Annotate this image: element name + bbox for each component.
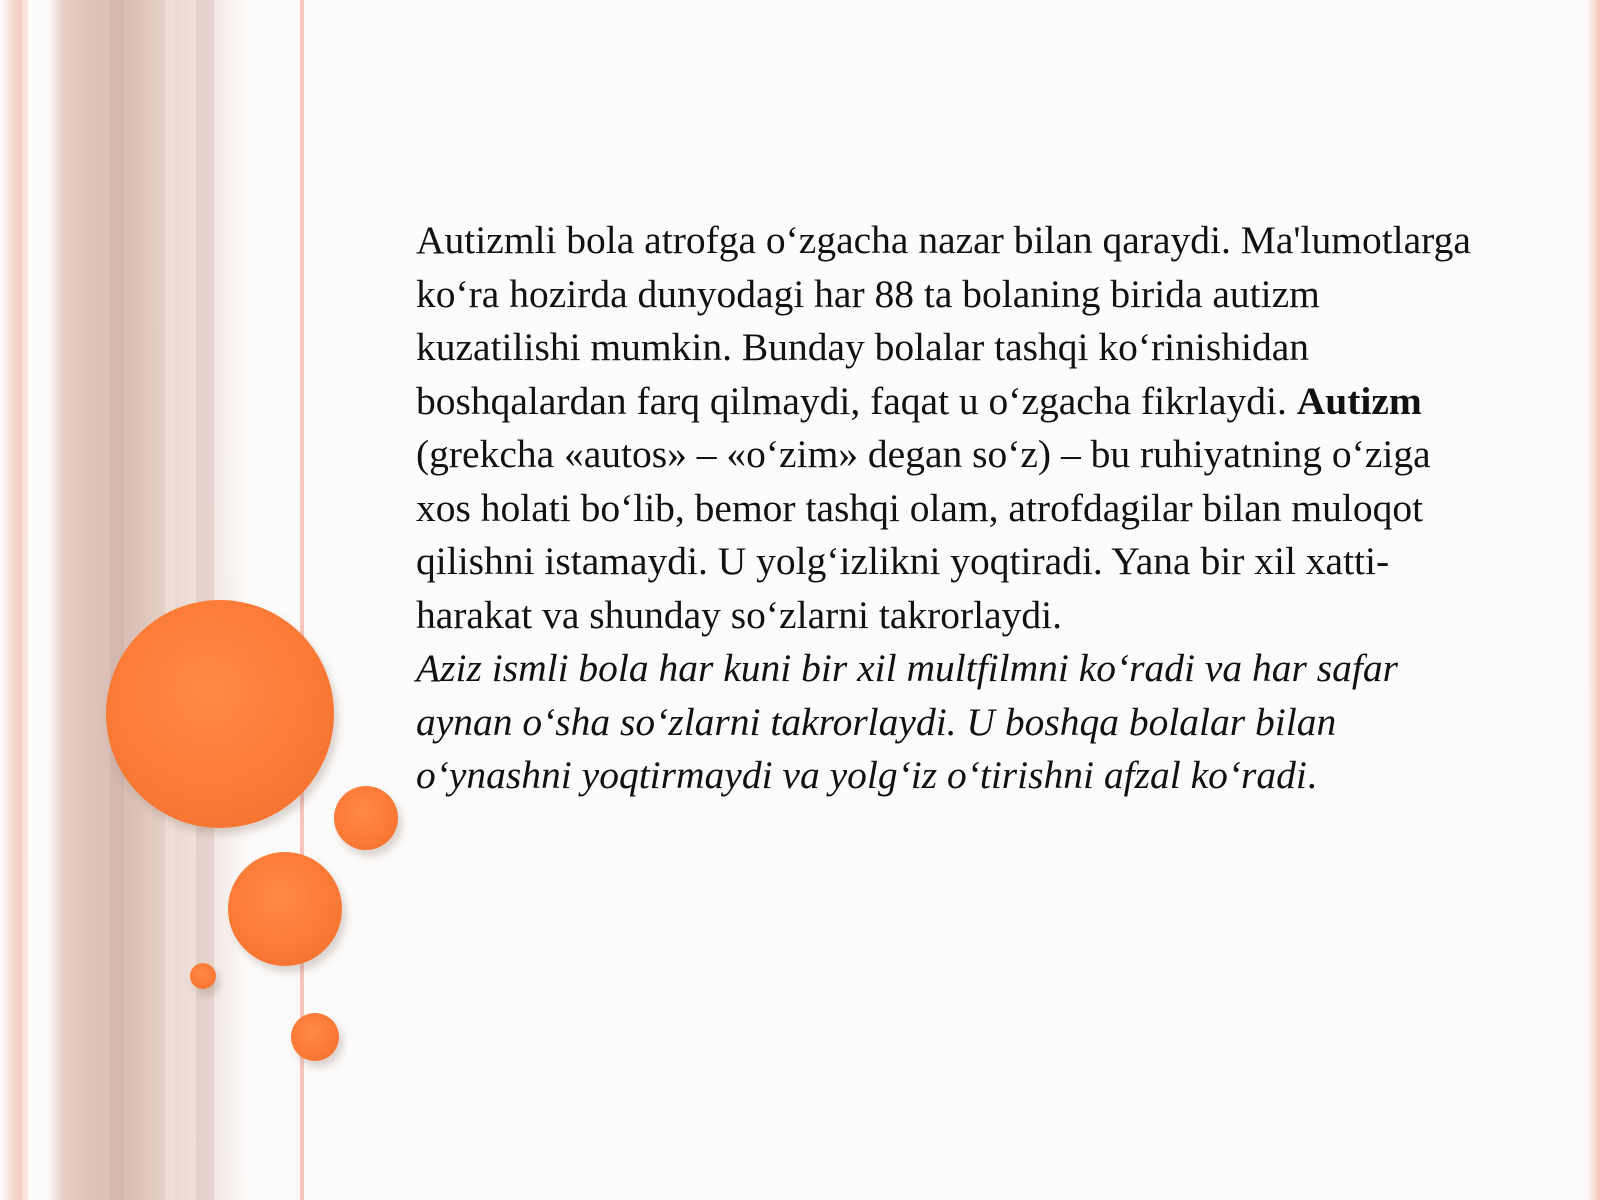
decorative-left-edge-stripe bbox=[0, 0, 22, 1200]
term-autizm: Autizm bbox=[1296, 378, 1422, 423]
paragraph-definition-text: (grekcha «autos» – «o‘zim» degan so‘z) – bu ruhiyatning o‘ziga xos holati bo‘lib, bemor tashqi olam, atrofdagilar bilan muloqot qilishni istamaydi. U yolg‘izlikni yoqtiradi. Yana bir xil xatti-harakat va shunday so‘zlarni takrorlaydi. bbox=[416, 432, 1431, 637]
decorative-orange-circle bbox=[291, 1013, 339, 1061]
paragraph-definition bbox=[416, 214, 1486, 642]
decorative-right-edge-stripe bbox=[1586, 0, 1600, 1200]
example-text: Aziz ismli bola har kuni bir xil multfilmni ko‘radi va har safar aynan o‘sha so‘zlarni takrorlaydi. U boshqa bolalar bilan o‘ynashni yoqtirmaydi va yolg‘iz o‘tirishni afzal ko‘radi bbox=[416, 646, 1399, 797]
body-text bbox=[416, 214, 1486, 803]
decorative-orange-circle bbox=[190, 963, 216, 989]
decorative-orange-circle bbox=[106, 600, 334, 828]
paragraph-example bbox=[416, 642, 1486, 803]
decorative-orange-circle bbox=[334, 786, 398, 850]
decorative-orange-circle bbox=[228, 852, 342, 966]
decorative-thin-stripe bbox=[22, 0, 28, 1200]
decorative-band-strip bbox=[165, 0, 175, 1200]
decorative-band-strip bbox=[110, 0, 124, 1200]
paragraph-intro-text: Autizmli bola atrofga o‘zgacha nazar bilan qaraydi. Ma'lumotlarga ko‘ra hozirda dunyodagi har 88 ta bolaning birida autizm kuzatilishi mumkin. Bunday bolalar tashqi ko‘rinishidan boshqalardan farq qilmaydi, faqat u o‘zgacha fikrlaydi. bbox=[416, 218, 1471, 423]
example-end-punct: . bbox=[1306, 753, 1317, 797]
